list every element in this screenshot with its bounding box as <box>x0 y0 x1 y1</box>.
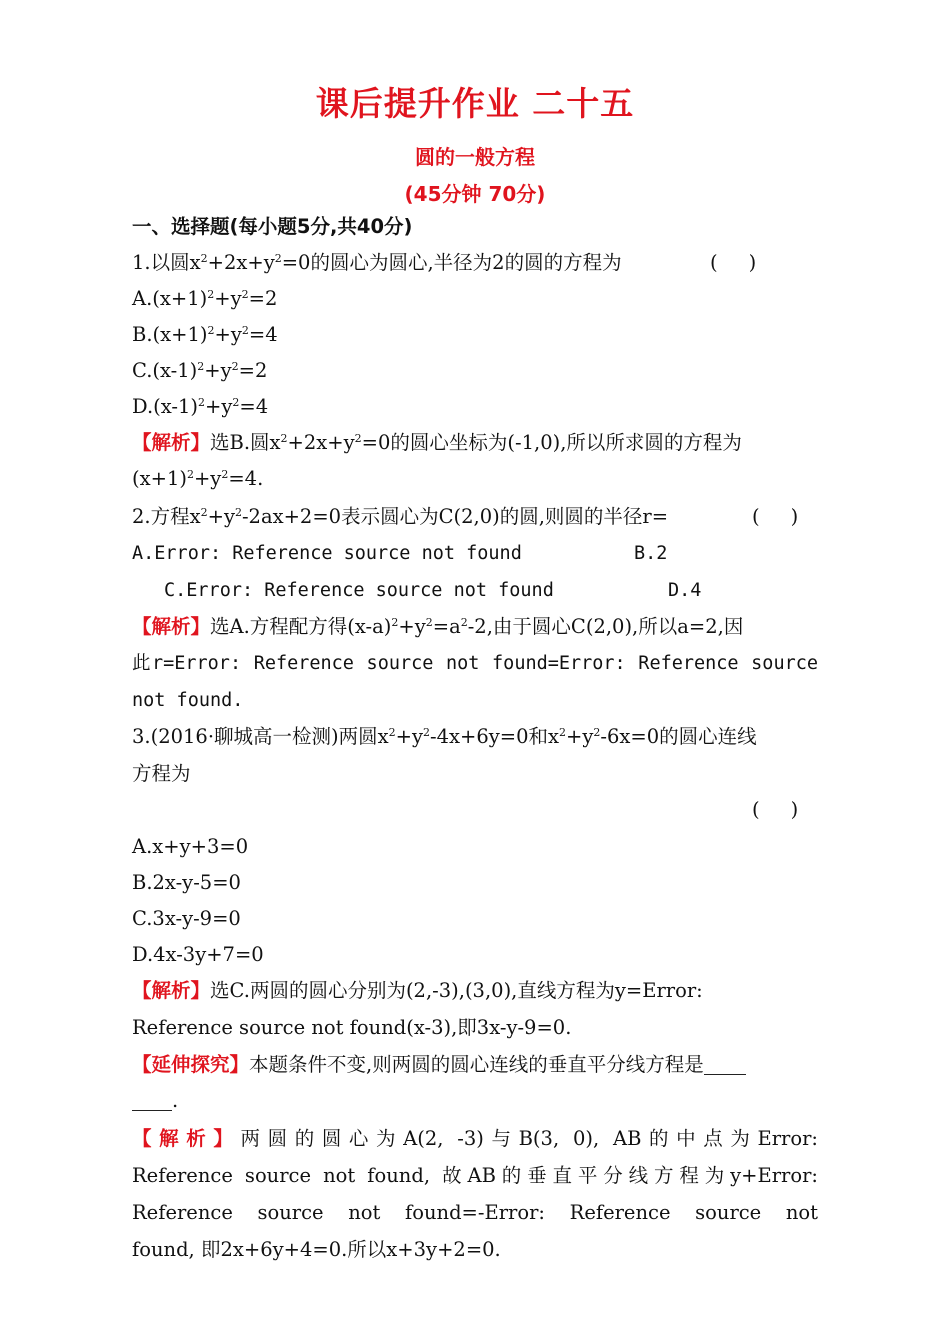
q3-analysis: 【解析】选C.两圆的圆心分别为(2,-3),(3,0),直线方程为y=Error: <box>132 979 703 1002</box>
q2-option-c: C.Error: Reference source not found <box>164 580 554 601</box>
answer-blank[interactable] <box>704 1054 746 1075</box>
q3-stem: 3.(2016·聊城高一检测)两圆$x^2+y^2-4x+6y=0$和$x^2+y^2-6x=0$的圆心连线 <box>132 725 757 748</box>
q1-option-c: $C.(x-1)^2+y^2=2$ <box>132 359 268 382</box>
lesson-subtitle: 圆的一般方程 <box>415 145 535 169</box>
extension-analysis-3: Reference source not found=-Error: Reference source not <box>132 1201 818 1224</box>
q1-answer-paren: ( ) <box>710 251 757 274</box>
q2-option-d: D.4 <box>668 580 702 601</box>
q2-option-a: A.Error: Reference source not found <box>132 543 522 564</box>
q2-analysis-cont: 此r=Error: Reference source not found=Error: Reference source <box>132 653 818 674</box>
q3-stem-cont: 方程为 <box>132 762 191 785</box>
q2-analysis: 【解析】选A.方程配方得$(x-a)^2+y^2=a^2-2$,由于圆心C(2,0),所以a=2,因 <box>132 615 744 638</box>
q1-option-b: $B.(x+1)^2+y^2=4$ <box>132 323 278 346</box>
q1-analysis: 【解析】选B.圆$x^2+2x+y^2=0$的圆心坐标为(-1,0),所以所求圆的方程为 <box>132 431 742 454</box>
analysis-tag: 【解析】 <box>132 615 211 638</box>
page-title: 课后提升作业 二十五 <box>315 84 635 123</box>
extension-question-cont: . <box>132 1088 178 1114</box>
answer-blank-cont[interactable] <box>132 1090 172 1111</box>
section-heading: 一、选择题(每小题5分,共40分) <box>132 215 413 238</box>
analysis-tag: 【解析】 <box>132 431 211 454</box>
q2-answer-paren: ( ) <box>752 505 799 528</box>
q2-stem: 2.方程$x^2+y^2-2ax+2=0$表示圆心为C(2,0)的圆,则圆的半径r= <box>132 505 669 528</box>
q1-option-a: $A.(x+1)^2+y^2=2$ <box>132 287 278 310</box>
q1-stem: 1.以圆$x^2+2x+y^2=0$的圆心为圆心,半径为2的圆的方程为 <box>132 251 622 274</box>
extension-tag: 【延伸探究】 <box>132 1053 250 1076</box>
q1-option-d: $D.(x-1)^2+y^2=4$ <box>132 395 269 418</box>
q3-option-b: B.2x-y-5=0 <box>132 871 241 894</box>
q3-option-d: D.4x-3y+7=0 <box>132 943 264 966</box>
q3-analysis-cont: Reference source not found(x-3),即3x-y-9=0. <box>132 1016 572 1039</box>
q3-option-a: A.x+y+3=0 <box>132 835 249 858</box>
extension-analysis-2: Reference source not found, 故AB的垂直平分线方程为y+Error: <box>132 1164 818 1187</box>
analysis-tag: 【解析】 <box>132 1127 241 1150</box>
q3-option-c: C.3x-y-9=0 <box>132 907 241 930</box>
q2-analysis-end: not found. <box>132 690 244 711</box>
analysis-tag: 【解析】 <box>132 979 211 1002</box>
q3-answer-paren: ( ) <box>752 798 799 821</box>
extension-analysis-4: found, 即2x+6y+4=0.所以x+3y+2=0. <box>132 1238 501 1261</box>
extension-analysis: 【解析】两圆的圆心为A(2, -3)与B(3, 0), AB的中点为Error: <box>132 1127 818 1150</box>
extension-question: 【延伸探究】本题条件不变,则两圆的圆心连线的垂直平分线方程是 <box>132 1052 746 1078</box>
time-score: (45分钟 70分) <box>404 182 546 206</box>
q2-option-b: B.2 <box>634 543 668 564</box>
q1-analysis-cont: $(x+1)^2+y^2=4$. <box>132 467 264 490</box>
